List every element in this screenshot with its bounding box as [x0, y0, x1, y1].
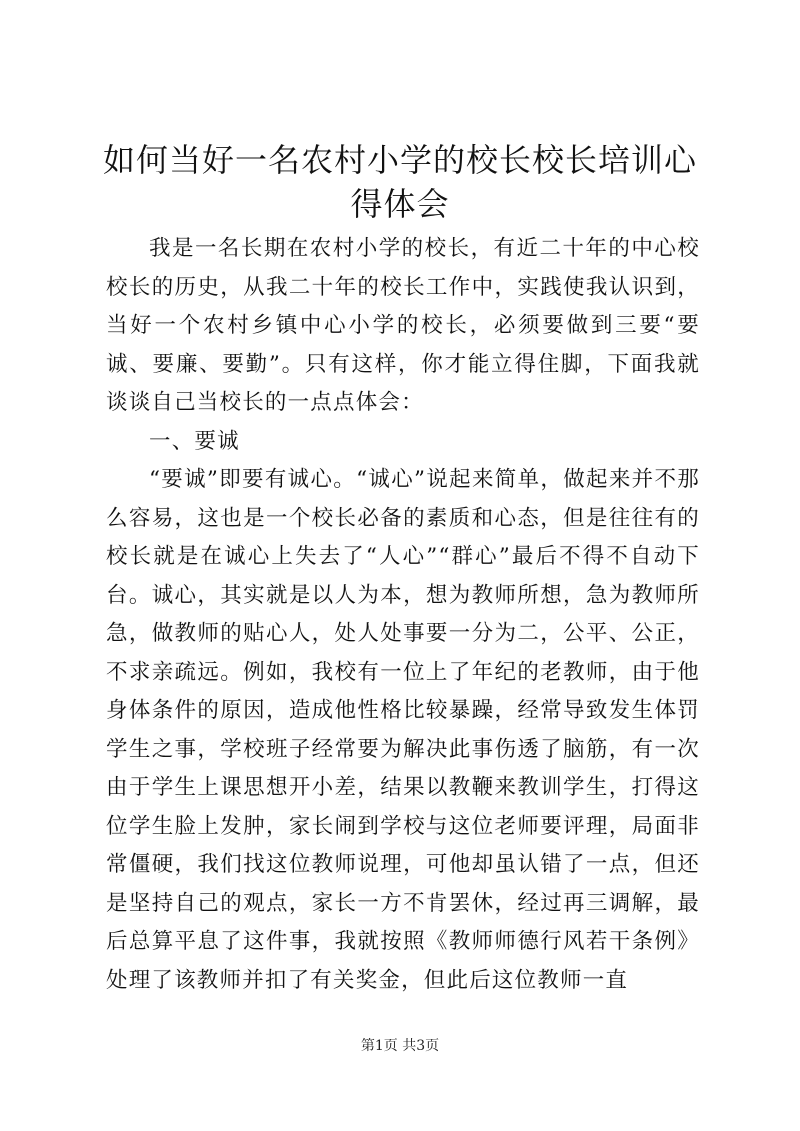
document-title: 如何当好一名农村小学的校长校长培训心得体会: [102, 141, 697, 223]
paragraph-section-1: “要诚”即要有诚心。“诚心”说起来简单，做起来并不那么容易，这也是一个校长必备的素质和心态，但是往往有的校长就是在诚心上失去了“人心”“群心”最后不得不自动下台。诚心，其实就是以人为本，想为教师所想，急为教师所急，做教师的贴心人，处人处事要一分为二，公平、公正，不求亲疏远。例如，我校有一位上了年纪的老教师，由于他身体条件的原因，造成他性格比较暴躁，经常导致发生体罚学生之事，学校班子经常要为解决此事伤透了脑筋，有一次由于学生上课思想开小差，结果以教鞭来教训学生，打得这位学生脸上发肿，家长闹到学校与这位老师要评理，局面非常僵硬，我们找这位教师说理，可他却虽认错了一点，但还是坚持自己的观点，家长一方不肯罢休，经过再三调解，最后总算平息了这件事，我就按照《教师师德行风若干条例》处理了该教师并扣了有关奖金，但此后这位教师一直: [106, 467, 700, 993]
document-body: [106, 230, 700, 1000]
section-heading: 一、要诚: [149, 428, 240, 454]
paragraph-intro: 我是一名长期在农村小学的校长，有近二十年的中心校校长的历史，从我二十年的校长工作中，实践使我认识到，当好一个农村乡镇中心小学的校长，必须要做到三要“要诚、要廉、要勤”。只有这样，你才能立得住脚，下面我就谈谈自己当校长的一点点体会：: [106, 236, 700, 415]
page-number-footer: 第1页 共3页: [360, 1038, 440, 1054]
